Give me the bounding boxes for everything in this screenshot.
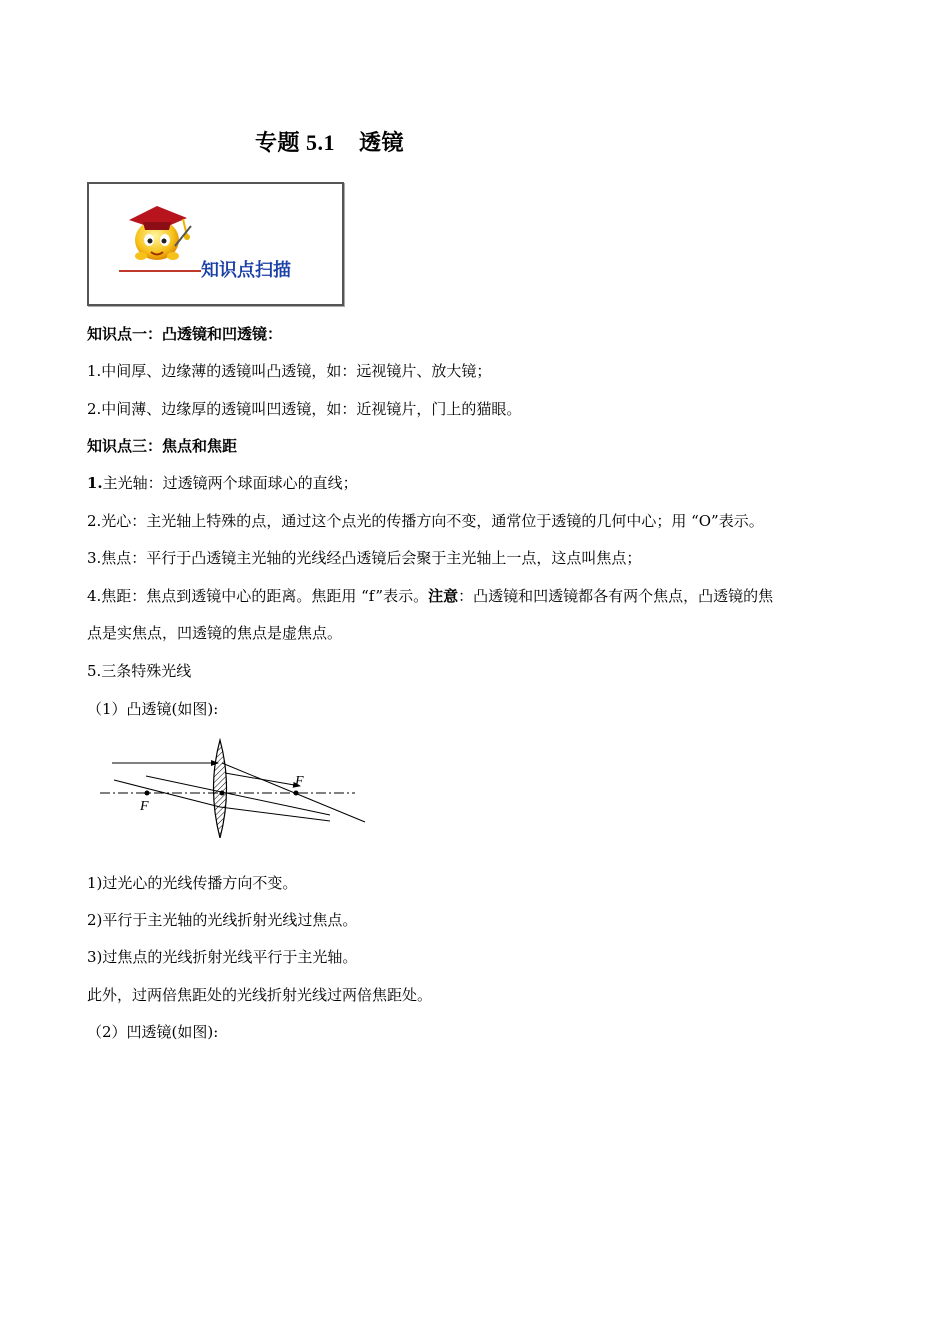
focus-left-dot [145,791,150,796]
section2-heading: 知识点三：焦点和焦距 [87,437,238,455]
rule-3: 3)过焦点的光线折射光线平行于主光轴。 [87,948,358,966]
banner-underline [119,270,201,272]
item4-part-b: ：凸透镜和凹透镜都各有两个焦点，凸透镜的焦 [458,587,774,605]
focus-label-left: F [140,799,149,814]
rule-2: 2)平行于主光轴的光线折射光线过焦点。 [87,911,358,929]
focus-right-dot [294,791,299,796]
extra-rule: 此外，过两倍焦距处的光线折射光线过两倍焦距处。 [87,986,433,1004]
section1-heading: 知识点一：凸透镜和凹透镜： [87,325,283,343]
convex-lens-diagram [100,738,370,838]
section1-item-2: 2.中间薄、边缘厚的透镜叫凹透镜，如：近视镜片，门上的猫眼。 [87,400,522,418]
section1-item-1: 1.中间厚、边缘薄的透镜叫凸透镜，如：远视镜片、放大镜； [87,362,492,380]
optical-center-dot [220,791,225,796]
section2-item-1 [87,473,358,493]
section2-item-5: 5.三条特殊光线 [87,662,192,680]
convex-lens-label: （1）凸透镜(如图): [87,700,219,718]
section2-item-4-cont: 点是实焦点，凹透镜的焦点是虚焦点。 [87,624,343,642]
item4-part-a: 4.焦距：焦点到透镜中心的距离。焦距用 “f”表示。 [87,587,429,605]
mascot-graduate-icon [117,196,197,266]
rule-1: 1)过光心的光线传播方向不变。 [87,874,298,892]
item1-text: 主光轴：过透镜两个球面球心的直线； [102,474,358,492]
banner-label: 知识点扫描 [201,260,291,281]
ray-focus-out [220,807,330,821]
focus-label-right: F [295,774,304,789]
item1-number: 1. [87,474,103,492]
concave-lens-label: （2）凹透镜(如图): [87,1023,219,1041]
item4-note: 注意 [428,587,459,605]
page-title: 专题 5.1 透镜 [255,130,405,155]
section2-item-4 [87,586,773,606]
knowledge-scan-banner [87,182,344,306]
section2-item-3: 3.焦点：平行于凸透镜主光轴的光线经凸透镜后会聚于主光轴上一点，这点叫焦点； [87,549,642,567]
section2-item-2: 2.光心：主光轴上特殊的点，通过这个点光的传播方向不变，通常位于透镜的几何中心；用 “O”表示。 [87,512,764,530]
ray-mid-out [225,773,300,786]
convex-lens-shape [214,740,227,838]
